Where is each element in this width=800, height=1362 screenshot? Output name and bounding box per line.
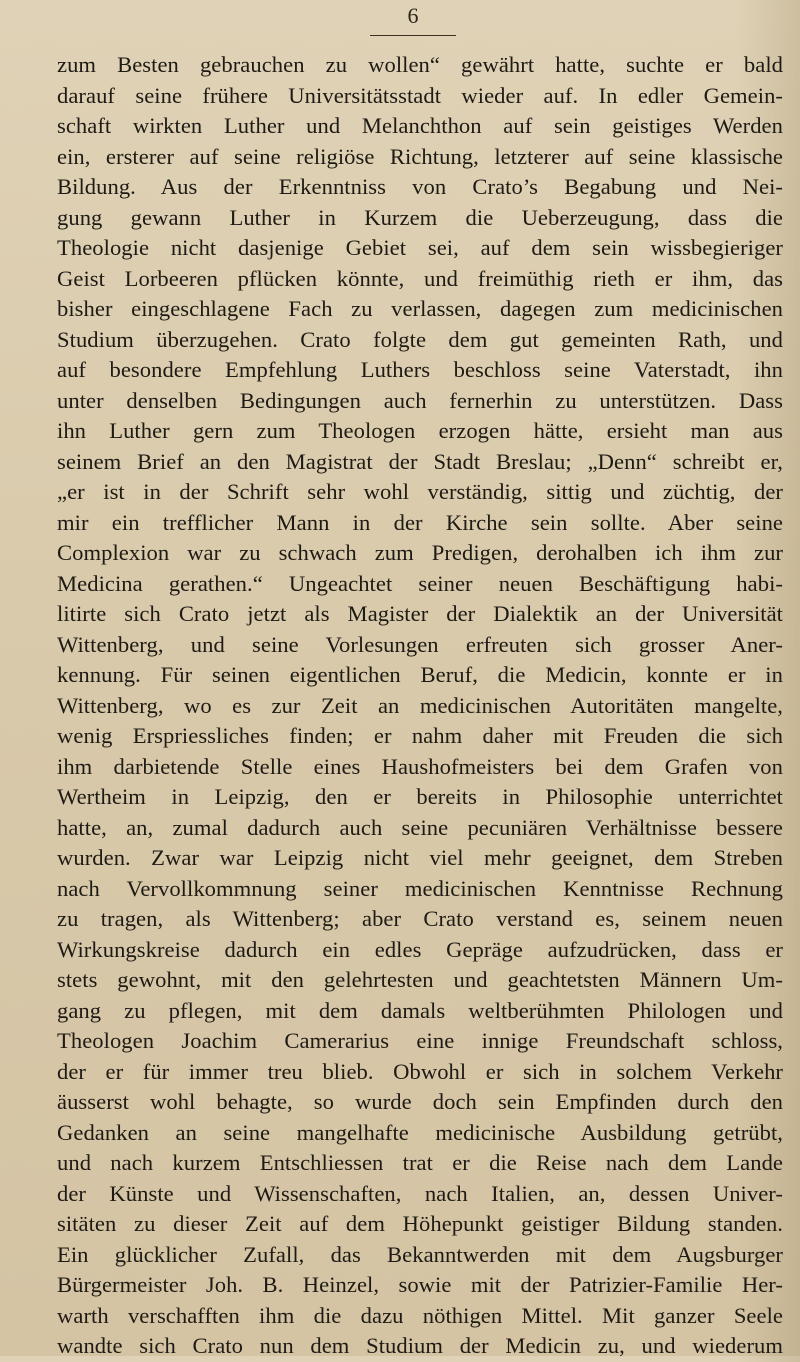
text-line: stets gewohnt, mit den gelehrtesten und geachtetsten Männern Um- [57, 967, 783, 992]
text-line: unter denselben Bedingungen auch fernerhin zu unterstützen. Dass [57, 387, 783, 413]
text-line: wenig Erspriessliches finden; er nahm daher mit Freuden die sich [57, 723, 783, 748]
text-line: Wirkungskreise dadurch ein edles Gepräge aufzudrücken, dass er [57, 936, 783, 962]
text-line: zum Besten gebrauchen zu wollen“ gewährt hatte, suchte er bald [57, 52, 783, 77]
text-line: Theologie nicht dasjenige Gebiet sei, auf dem sein wissbegieriger [57, 235, 783, 260]
text-line: wandte sich Crato nun dem Studium der Medicin zu, und wiederum [57, 1333, 783, 1358]
text-line: Theologen Joachim Camerarius eine innige Freundschaft schloss, [57, 1028, 783, 1053]
text-line: Geist Lorbeeren pflücken könnte, und freimüthig rieth er ihm, das [57, 265, 783, 291]
text-line: schaft wirkten Luther und Melanchthon auf sein geistiges Werden [57, 113, 783, 138]
text-line: wurden. Zwar war Leipzig nicht viel mehr geeignet, dem Streben [57, 845, 783, 870]
text-line: Medicina gerathen.“ Ungeachtet seiner neuen Beschäftigung habi- [57, 570, 783, 596]
text-line: ein, ersterer auf seine religiöse Richtung, letzterer auf seine klassische [57, 143, 783, 169]
text-line: Studium überzugehen. Crato folgte dem gut gemeinten Rath, und [57, 326, 783, 352]
text-line: Gedanken an seine mangelhafte medicinische Ausbildung getrübt, [57, 1119, 783, 1145]
text-line: warth verschafften ihm die dazu nöthigen Mittel. Mit ganzer Seele [57, 1302, 783, 1328]
text-line: ihn Luther gern zum Theologen erzogen hätte, ersieht man aus [57, 418, 783, 443]
page-number: 6 [407, 3, 419, 28]
text-line: litirte sich Crato jetzt als Magister der Dialektik an der Universität [57, 601, 783, 626]
text-line: Bildung. Aus der Erkenntniss von Crato’s Begabung und Nei- [57, 174, 783, 199]
text-line: nach Vervollkommnung seiner medicinischen Kenntnisse Rechnung [57, 875, 783, 901]
text-line: äusserst wohl behagte, so wurde doch sein Empfinden durch den [57, 1089, 783, 1114]
text-line: Wertheim in Leipzig, den er bereits in Philosophie unterrichtet [57, 784, 783, 809]
text-line: Ein glücklicher Zufall, das Bekanntwerden mit dem Augsburger [57, 1241, 783, 1267]
text-line: ihm darbietende Stelle eines Haushofmeisters bei dem Grafen von [57, 753, 783, 779]
text-line: Wittenberg, wo es zur Zeit an medicinischen Autoritäten mangelte, [57, 692, 783, 718]
text-line: auf besondere Empfehlung Luthers beschloss seine Vaterstadt, ihn [57, 357, 783, 382]
text-line: seinem Brief an den Magistrat der Stadt Breslau; „Denn“ schreibt er, [57, 448, 783, 474]
text-line: der Künste und Wissenschaften, nach Italien, an, dessen Univer- [57, 1180, 783, 1206]
text-line: bisher eingeschlagene Fach zu verlassen, dagegen zum medicinischen [57, 296, 783, 321]
text-line: gung gewann Luther in Kurzem die Ueberzeugung, dass die [57, 204, 783, 230]
text-line: Complexion war zu schwach zum Predigen, derohalben ich ihm zur [57, 540, 783, 565]
text-line: darauf seine frühere Universitätsstadt wieder auf. In edler Gemein- [57, 82, 783, 108]
text-line: zu tragen, als Wittenberg; aber Crato verstand es, seinem neuen [57, 906, 783, 931]
text-line: der er für immer treu blieb. Obwohl er sich in solchem Verkehr [57, 1058, 783, 1084]
body-text [57, 50, 783, 1362]
text-line: „er ist in der Schrift sehr wohl verständig, sittig und züchtig, der [57, 479, 783, 504]
text-line: und nach kurzem Entschliessen trat er die Reise nach dem Lande [57, 1150, 783, 1175]
text-line: Wittenberg, und seine Vorlesungen erfreuten sich grosser Aner- [57, 631, 783, 657]
text-line: gang zu pflegen, mit dem damals weltberühmten Philologen und [57, 997, 783, 1023]
text-line: kennung. Für seinen eigentlichen Beruf, die Medicin, konnte er in [57, 662, 783, 687]
page-number-rule [370, 35, 456, 36]
text-line: Bürgermeister Joh. B. Heinzel, sowie mit der Patrizier-Familie Her- [57, 1272, 783, 1297]
text-line: hatte, an, zumal dadurch auch seine pecuniären Verhältnisse bessere [57, 814, 783, 840]
text-line: mir ein trefflicher Mann in der Kirche sein sollte. Aber seine [57, 509, 783, 535]
text-line: sitäten zu dieser Zeit auf dem Höhepunkt geistiger Bildung standen. [57, 1211, 783, 1236]
